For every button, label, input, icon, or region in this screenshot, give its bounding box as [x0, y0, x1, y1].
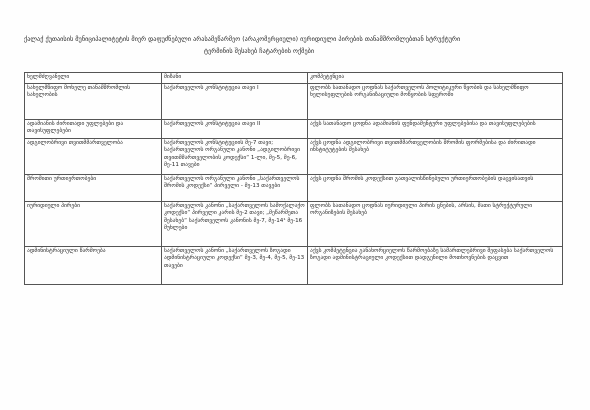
table-row — [25, 247, 563, 285]
table-row — [25, 175, 563, 202]
table-cell: საქართველოს ორგანული კანონი „საქართველოს შრომის კოდექსი“ პირველი - მე-13 თავები — [162, 175, 308, 202]
competency-table — [24, 72, 563, 285]
table-cell: საქართველოს კონსტიტუციის მე-7 თავი; საქართველოს ორგანული კანონი „ადგილობრივი თვითმმართველობის კოდექსი“ 1-ლი, მე-5, მე-6, მე-11 თავები — [162, 139, 308, 175]
table-cell: აქვს სათანადო ცოდნა ადამიანის ფუნდამენტური უფლებებისა და თავისუფლებების — [308, 120, 563, 139]
column-header: კომპეტენცია — [308, 73, 563, 84]
table-cell: ფლობს სათანადო ცოდნას საქართველოს პოლიტიკური წყობის და სახელმწიფო ხელისუფლების ორგანიზაციული მოწყობის სფეროში — [308, 84, 563, 120]
table-cell: ადამიანის ძირითადი უფლებები და თავისუფლებები — [25, 120, 162, 139]
table-cell: საქართველოს კანონი „საქართველოს სამოქალაქო კოდექსი“ პირველი კარის მე-2 თავი; „მეწარმეთა შესახებ“ საქართველოს კანონის მე-7, მე-14¹ მე-16 მუხლები — [162, 202, 308, 247]
table-cell: იურიდიული პირები — [25, 202, 162, 247]
table-cell: საქართველოს კონსტიტუცია თავი I — [162, 84, 308, 120]
table-row — [25, 202, 563, 247]
table-row — [25, 120, 563, 139]
table-cell: აქვს კომპეტენცია განახორციელოს წარმოებაზე სამართლებრივი შეფასება საქართველოს ზოგადი ადმინისტრაციული კოდექსით დადგენილი მოთხოვნების დაცვით — [308, 247, 563, 285]
table-cell: სახელმწიფო მოხელე თანამშრომლის სახელობის — [25, 84, 162, 120]
table-cell: ადგილობრივი თვითმმართველობა — [25, 139, 162, 175]
intro-paragraph — [24, 34, 562, 58]
table-row — [25, 139, 563, 175]
table-cell: ფლობს სათანადო ცოდნას იურიდიული პირის ცნების, არსის, მათი სტრუქტურული ორგანიზების შესახებ — [308, 202, 563, 247]
intro-line: ქალაქ ქუთაისის მუნიციპალიტეტის მიერ დაფუძნებული არასამეწარმეო (არაკომერციული) იურიდიული პირების თანამშრომლებთან სტრუქტური — [24, 36, 461, 43]
table-cell: აქვს ცოდნა შრომის კოდექსით გათვალისწინებული ურთიერთობების დაცვისათვის — [308, 175, 563, 202]
table-row — [25, 84, 563, 120]
table-cell: საქართველოს კონსტიტუცია თავი II — [162, 120, 308, 139]
table-cell: შრომითი ურთიერთობები — [25, 175, 162, 202]
intro-line: ტერმინის შესახებ ჩატარების ოქმები — [204, 48, 315, 55]
table-cell: საქართველოს კანონი „საქართველოს ზოგადი ადმინისტრაციული კოდექსი“ მე-3, მე-4, მე-5, მე-13 თავები — [162, 247, 308, 285]
table-cell: ადმინისტრაციული წარმოება — [25, 247, 162, 285]
table-cell: აქვს ცოდნა ადგილობრივი თვითმმართველობის შრომის ფორმებისა და ძირითადი ინსტიტუტების შესახებ — [308, 139, 563, 175]
column-header: მიზანი — [162, 73, 308, 84]
table-header-row — [25, 73, 563, 84]
column-header: ხელმძღვანელი — [25, 73, 162, 84]
